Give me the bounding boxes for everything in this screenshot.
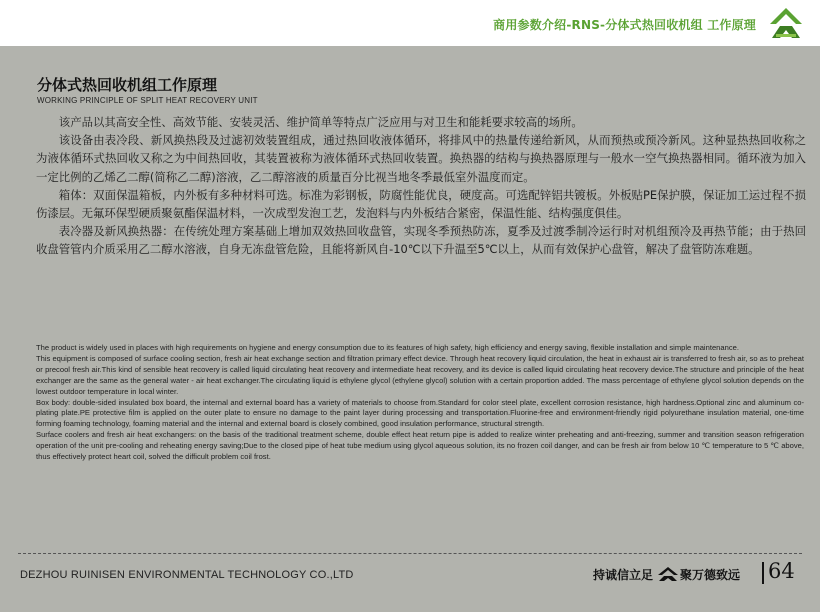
page-title: 分体式热回收机组工作原理	[37, 76, 218, 94]
en-paragraph: The product is widely used in places with high requirements on hygiene and energy consumption due to its features of high safety, high efficiency and energy saving, flexible installation and simple maintenance.	[36, 343, 739, 352]
slogan-right: 聚万德致远	[680, 568, 741, 582]
header-bar	[0, 0, 820, 46]
en-paragraph: This equipment is composed of surface cooling section, fresh air heat exchange section and filtration primary effect device. Through heat recovery liquid circulation, the heat in exhaust air is transferred to fresh air, so as to preheat or precool fresh air.This kind of sensible heat recovery is called liquid circulating heat recovery and intermediate heat recovery, and its device is called liquid circulating heat recovery device.The structure and principle of the heat exchanger are the same as the general water - air heat exchanger.The circulating liquid is ethylene glycol (ethylene glycol) solution with a certain proportion added. The mass percentage of ethylene glycol solution depends on the lowest outdoor temperature in local winter.	[36, 353, 804, 396]
en-paragraph: Box body: double-sided insulated box board, the internal and external board has a variety of materials to choose from.Standard for color steel plate, excellent corrosion resistance, high hardness.Optional zinc and aluminum co-plating plate.PE protective film is applied on the outer plate to ensure no damage to the paint layer during processing and transportation.Fluorine-free and environment-friendly rigid polyurethane insulation material, one-time forming foaming technology, foaming material and the internal and external board is closely combined, good insulation performance, structural strength.	[36, 397, 804, 429]
cn-paragraph: 表冷器及新风换热器：在传统处理方案基础上增加双效热回收盘管，实现冬季预热防冻，夏季及过渡季制冷运行时对机组预冷及再热节能；由于热回收盘管管内介质采用乙二醇水溶液，自身无冻盘管危险，且能将新风自-10℃以下升温至5℃以上，从而有效保护心盘管，解决了盘管防冻难题。	[36, 224, 806, 257]
header-title: 商用参数介绍-RNS-分体式热回收机组 工作原理	[493, 18, 756, 32]
cn-paragraph: 箱体：双面保温箱板，内外板有多种材料可选。标准为彩钢板，防腐性能优良，硬度高。可选配锌铝共镀板。外板贴PE保护膜，保证加工运过程不损伤漆层。无氟环保型硬质聚氨酯保温材料，一次成型发泡工艺，发泡料与内外板结合紧密，保温性能、结构强度俱佳。	[36, 187, 806, 221]
ruinisen-logo-icon	[766, 6, 806, 40]
brand-mark-icon	[657, 566, 679, 582]
slogan-left: 持诚信立足	[593, 568, 654, 582]
page-number: 64	[768, 559, 795, 583]
en-paragraph: Surface coolers and fresh air heat exchangers: on the basis of the traditional treatment scheme, double effect heat return pipe is added to realize winter preheating and anti-freezing, summer and transition season refrigeration operation of the unit pre-cooling and reheating energy saving;Due to the closed pipe of heat tube medium using glycol aqueous solution, its no frozen coil danger, and can be fresh air from below 10 ℃ temperature to 5 ℃ above, thus effectively protect heart coil, solved the difficult problem coil frost.	[36, 430, 804, 462]
cn-paragraph: 该设备由表冷段、新风换热段及过滤初效装置组成，通过热回收液体循环，将排风中的热量传递给新风，从而预热或预冷新风。这种显热热回收称之为液体循环式热回收又称之为中间热回收，其装置被称为液体循环式热回收装置。换热器的结构与换热器原理与一般水一空气换热器相同。循环液为加入一定比例的乙烯乙二醇(简称乙二醇)溶液，乙二醇溶液的质量百分比视当地冬季最低室外温度而定。	[36, 133, 806, 184]
company-name: DEZHOU RUINISEN ENVIRONMENTAL TECHNOLOGY CO.,LTD	[20, 569, 354, 581]
cn-paragraph: 该产品以其高安全性、高效节能、安装灵活、维护简单等特点广泛应用与对卫生和能耗要求较高的场所。	[58, 115, 583, 129]
english-body	[36, 343, 804, 463]
footer-divider	[18, 553, 802, 554]
chinese-body	[36, 113, 806, 259]
page-number-separator	[762, 562, 764, 584]
page-subtitle: WORKING PRINCIPLE OF SPLIT HEAT RECOVERY UNIT	[37, 96, 258, 105]
